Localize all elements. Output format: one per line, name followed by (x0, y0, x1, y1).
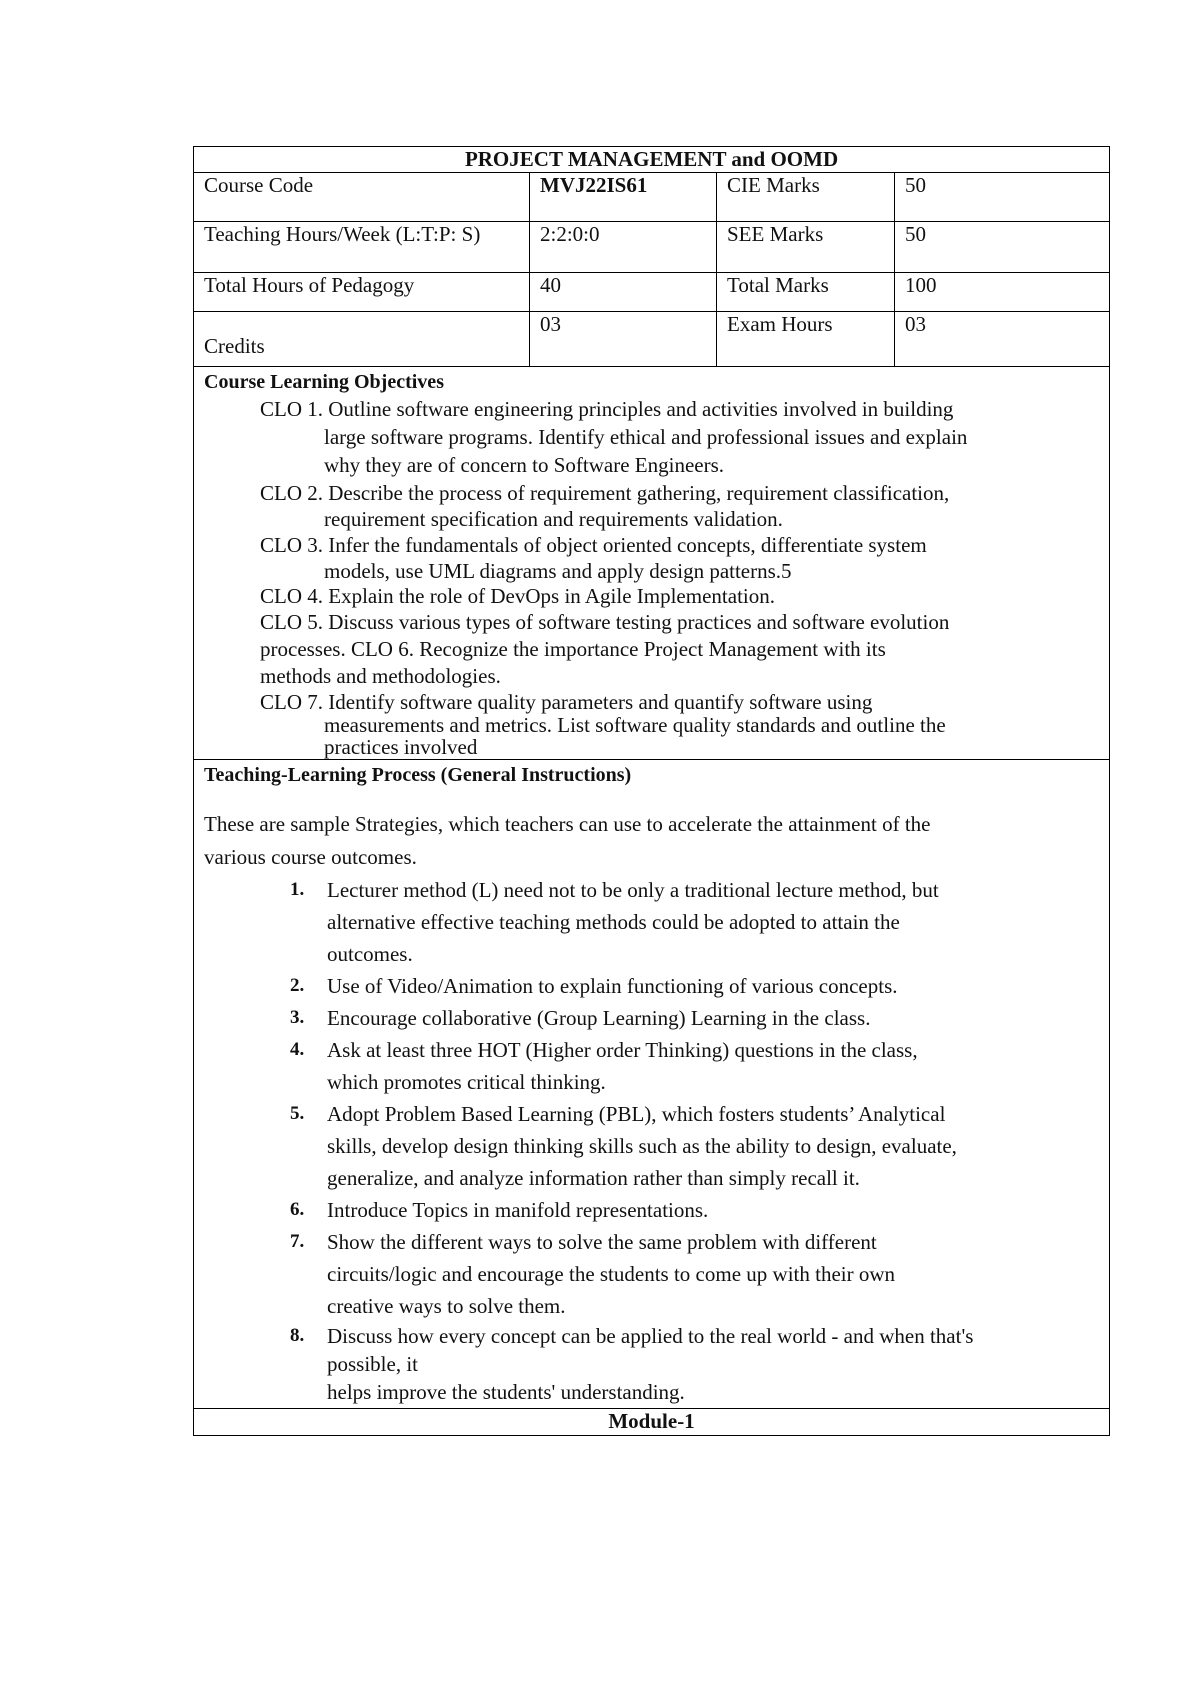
clo-7-line-3: practices involved (324, 735, 478, 759)
list-item-text: possible, it (327, 1352, 419, 1376)
list-number: 4. (290, 1039, 305, 1060)
strategy-list (204, 874, 1099, 1406)
objectives-section (194, 367, 1110, 760)
list-item-text: Use of Video/Animation to explain functioning of various concepts. (327, 974, 898, 998)
clo-4: CLO 4. Explain the role of DevOps in Agile Implementation. (260, 584, 775, 608)
intro-line-2: various course outcomes. (204, 845, 417, 869)
exam-hours-label: Exam Hours (717, 312, 895, 367)
clo-2 (204, 479, 1099, 531)
list-item (204, 1194, 1099, 1226)
list-item-text: Ask at least three HOT (Higher order Thinking) questions in the class, (327, 1038, 918, 1062)
list-item-text: alternative effective teaching methods could be adopted to attain the (327, 910, 900, 934)
pedagogy-hours-value: 40 (530, 273, 717, 312)
clo-1-line-3: why they are of concern to Software Engineers. (324, 453, 725, 477)
list-item (204, 1034, 1099, 1098)
cie-marks-label: CIE Marks (717, 173, 895, 222)
course-code-label: Course Code (194, 173, 530, 222)
teaching-process-intro (204, 808, 1099, 874)
list-item (204, 1226, 1099, 1322)
list-item-text: Introduce Topics in manifold representations. (327, 1198, 709, 1222)
teaching-hours-label: Teaching Hours/Week (L:T:P: S) (194, 222, 530, 273)
list-number: 5. (290, 1103, 305, 1124)
clo-5-6 (204, 609, 1099, 690)
see-marks-label: SEE Marks (717, 222, 895, 273)
list-item-text: skills, develop design thinking skills such as the ability to design, evaluate, (327, 1134, 957, 1158)
clo-5-line-3: methods and methodologies. (260, 664, 501, 688)
clo-7-line-2: measurements and metrics. List software quality standards and outline the (324, 713, 946, 737)
syllabus-page (193, 146, 1109, 1436)
list-item-text: creative ways to solve them. (327, 1294, 566, 1318)
list-item-text: Discuss how every concept can be applied to the real world - and when that's (327, 1324, 974, 1348)
list-number: 8. (290, 1325, 305, 1346)
list-number: 2. (290, 975, 305, 996)
list-item-text: generalize, and analyze information rather than simply recall it. (327, 1166, 860, 1190)
course-table (193, 146, 1110, 1436)
list-item-text: Encourage collaborative (Group Learning) Learning in the class. (327, 1006, 871, 1030)
list-number: 3. (290, 1007, 305, 1028)
course-code-value: MVJ22IS61 (530, 173, 717, 222)
list-item (204, 1322, 1099, 1406)
list-item (204, 874, 1099, 970)
module-heading: Module-1 (194, 1409, 1110, 1436)
total-marks-value: 100 (895, 273, 1110, 312)
list-number: 6. (290, 1199, 305, 1220)
list-item-text: Adopt Problem Based Learning (PBL), which fosters students’ Analytical (327, 1102, 946, 1126)
list-item-text: Show the different ways to solve the same problem with different (327, 1230, 877, 1254)
see-marks-value: 50 (895, 222, 1110, 273)
credits-cell (194, 312, 530, 367)
list-number: 1. (290, 879, 305, 900)
table-row (194, 312, 1110, 367)
teaching-hours-value: 2:2:0:0 (530, 222, 717, 273)
list-item-text: which promotes critical thinking. (327, 1070, 606, 1094)
clo-7 (204, 690, 1099, 757)
credits-value: 03 (530, 312, 717, 367)
list-item-text: circuits/logic and encourage the students to come up with their own (327, 1262, 896, 1286)
clo-3-line-2: models, use UML diagrams and apply design patterns.5 (324, 559, 792, 583)
list-item (204, 1098, 1099, 1194)
list-item-text: helps improve the students' understanding. (327, 1380, 685, 1404)
list-item-text: Lecturer method (L) need not to be only a traditional lecture method, but (327, 878, 939, 902)
clo-2-line-2: requirement specification and requirements validation. (324, 507, 783, 531)
objectives-heading: Course Learning Objectives (204, 371, 444, 393)
table-row (194, 222, 1110, 273)
list-item (204, 1002, 1099, 1034)
table-row (194, 273, 1110, 312)
teaching-process-section (194, 760, 1110, 1409)
intro-line-1: These are sample Strategies, which teachers can use to accelerate the attainment of the (204, 812, 931, 836)
teaching-process-heading: Teaching-Learning Process (General Instructions) (204, 764, 632, 786)
exam-hours-value: 03 (895, 312, 1110, 367)
clo-5-line-2: processes. CLO 6. Recognize the importance Project Management with its (260, 637, 886, 661)
table-row (194, 173, 1110, 222)
credits-label: Credits (204, 334, 265, 358)
clo-1-line-1: CLO 1. Outline software engineering principles and activities involved in building (260, 397, 954, 421)
list-item-text: outcomes. (327, 942, 413, 966)
cie-marks-value: 50 (895, 173, 1110, 222)
course-title: PROJECT MANAGEMENT and OOMD (194, 147, 1110, 173)
clo-5-line-1: CLO 5. Discuss various types of software testing practices and software evolution (260, 610, 950, 634)
total-marks-label: Total Marks (717, 273, 895, 312)
clo-1 (204, 395, 1099, 479)
clo-3 (204, 531, 1099, 583)
list-item (204, 970, 1099, 1002)
list-number: 7. (290, 1231, 305, 1252)
clo-1-line-2: large software programs. Identify ethical and professional issues and explain (324, 425, 968, 449)
clo-3-line-1: CLO 3. Infer the fundamentals of object oriented concepts, differentiate system (260, 533, 927, 557)
clo-2-line-1: CLO 2. Describe the process of requirement gathering, requirement classification, (260, 481, 950, 505)
clo-7-line-1: CLO 7. Identify software quality parameters and quantify software using (260, 690, 873, 714)
pedagogy-hours-label: Total Hours of Pedagogy (194, 273, 530, 312)
